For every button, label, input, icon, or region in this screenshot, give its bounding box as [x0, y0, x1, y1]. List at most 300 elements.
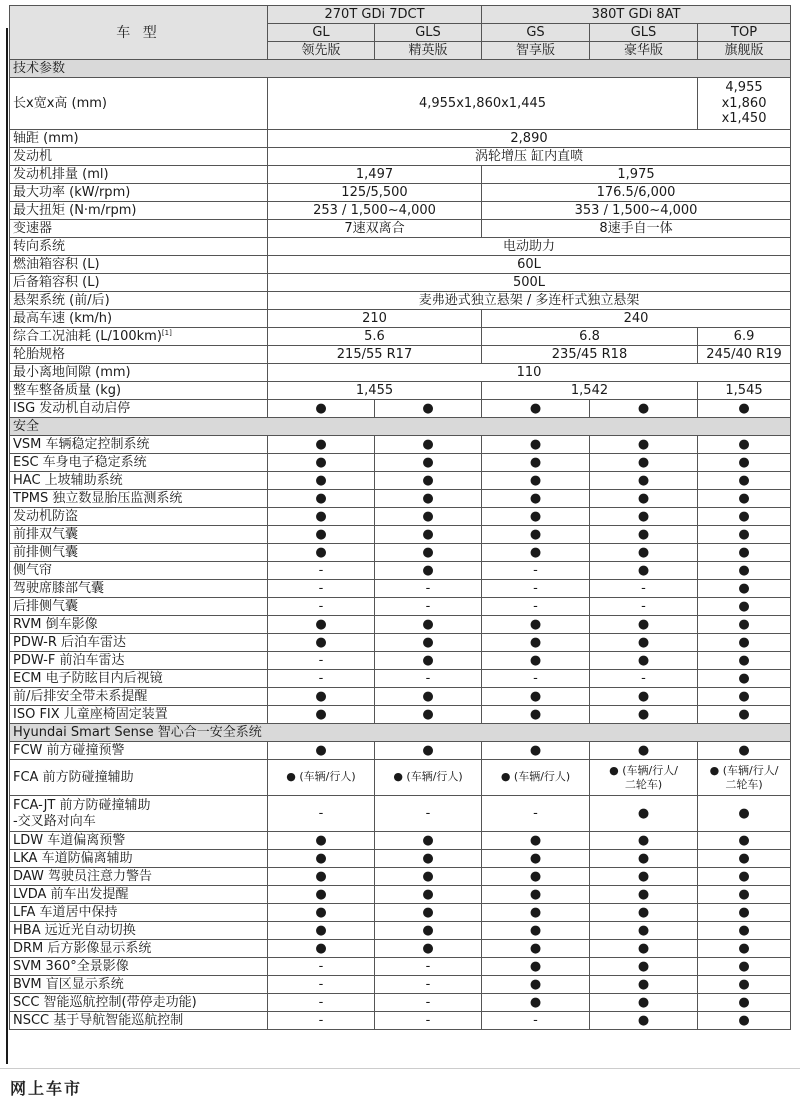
row-label: LKA 车道防偏离辅助: [13, 851, 133, 866]
row-label: 轴距 (mm): [13, 131, 79, 146]
spec-value-cell: ● (车辆/行人): [375, 760, 482, 796]
section-header-row: [10, 60, 791, 78]
feature-standard-dot: ●: [590, 652, 698, 670]
row-label-cell: [10, 508, 268, 526]
row-label: 发动机: [13, 149, 53, 164]
feature-standard-dot: ●: [590, 850, 698, 868]
row-label: SVM 360°全景影像: [13, 959, 129, 974]
spec-value-cell: 253 / 1,500~4,000: [268, 202, 482, 220]
feature-standard-dot: ●: [482, 832, 590, 850]
spec-value-cell: 60L: [268, 256, 791, 274]
engine-header-270t: 270T GDi 7DCT: [268, 6, 482, 24]
feature-standard-dot: ●: [482, 706, 590, 724]
feature-standard-dot: ●: [698, 580, 791, 598]
feature-standard-dot: ●: [590, 508, 698, 526]
grade-code-cell: TOP: [698, 24, 791, 42]
grade-name-cell: 领先版: [268, 42, 375, 60]
feature-absent-dash: -: [268, 796, 375, 832]
row-label: LVDA 前车出发提醒: [13, 887, 129, 902]
row-label: 综合工况油耗 (L/100km): [13, 329, 162, 344]
section-title: 技术参数: [10, 60, 791, 78]
feature-standard-dot: ●: [698, 670, 791, 688]
feature-absent-dash: -: [268, 598, 375, 616]
spec-row: [10, 256, 791, 274]
spec-row: [10, 904, 791, 922]
feature-standard-dot: ●: [590, 544, 698, 562]
feature-standard-dot: ●: [375, 940, 482, 958]
spec-row: [10, 310, 791, 328]
feature-standard-dot: ●: [268, 490, 375, 508]
feature-standard-dot: ●: [698, 1012, 791, 1030]
row-label-cell: [10, 364, 268, 382]
feature-standard-dot: ●: [698, 940, 791, 958]
feature-absent-dash: -: [482, 580, 590, 598]
feature-standard-dot: ●: [698, 688, 791, 706]
feature-standard-dot: ●: [698, 976, 791, 994]
spec-value-cell: 1,455: [268, 382, 482, 400]
feature-standard-dot: ●: [482, 508, 590, 526]
section-title: 安全: [10, 418, 791, 436]
row-label: 最高车速 (km/h): [13, 311, 113, 326]
feature-standard-dot: ●: [590, 994, 698, 1012]
spec-table: [9, 5, 791, 1030]
row-label-cell: [10, 238, 268, 256]
feature-absent-dash: -: [375, 580, 482, 598]
feature-standard-dot: ●: [698, 598, 791, 616]
row-label-cell: [10, 346, 268, 364]
feature-standard-dot: ●: [698, 868, 791, 886]
row-label-cell: [10, 1012, 268, 1030]
grade-code-cell: GS: [482, 24, 590, 42]
row-label: DAW 驾驶员注意力警告: [13, 869, 152, 884]
row-label: 最大扭矩 (N·m/rpm): [13, 203, 137, 218]
spec-row: [10, 526, 791, 544]
feature-standard-dot: ●: [698, 832, 791, 850]
left-border-line: [6, 28, 8, 1064]
spec-row: [10, 706, 791, 724]
row-label-cell: [10, 256, 268, 274]
row-label-cell: [10, 292, 268, 310]
feature-standard-dot: ●: [698, 904, 791, 922]
spec-row: [10, 274, 791, 292]
feature-absent-dash: -: [375, 598, 482, 616]
feature-standard-dot: ●: [375, 652, 482, 670]
grade-code-cell: GL: [268, 24, 375, 42]
spec-row: [10, 346, 791, 364]
feature-standard-dot: ●: [482, 868, 590, 886]
row-label-cell: [10, 166, 268, 184]
feature-standard-dot: ●: [375, 850, 482, 868]
feature-standard-dot: ●: [698, 850, 791, 868]
feature-standard-dot: ●: [375, 454, 482, 472]
spec-value-cell: 4,955x1,860x1,445: [268, 78, 698, 130]
row-label-cell: [10, 886, 268, 904]
row-label: SCC 智能巡航控制(带停走功能): [13, 995, 197, 1010]
spec-value-cell: 6.9: [698, 328, 791, 346]
row-label-cell: [10, 400, 268, 418]
feature-standard-dot: ●: [482, 454, 590, 472]
feature-standard-dot: ●: [268, 742, 375, 760]
feature-standard-dot: ●: [698, 526, 791, 544]
feature-standard-dot: ●: [482, 688, 590, 706]
row-label: HBA 远近光自动切换: [13, 923, 136, 938]
spec-row: [10, 202, 791, 220]
row-label: 驾驶席膝部气囊: [13, 581, 105, 596]
row-label-cell: [10, 976, 268, 994]
feature-standard-dot: ●: [482, 994, 590, 1012]
spec-value-cell: ● (车辆/行人/ 二轮车): [698, 760, 791, 796]
feature-absent-dash: -: [268, 1012, 375, 1030]
row-label-cell: [10, 490, 268, 508]
feature-standard-dot: ●: [590, 976, 698, 994]
feature-standard-dot: ●: [482, 400, 590, 418]
spec-row: [10, 688, 791, 706]
feature-standard-dot: ●: [482, 958, 590, 976]
feature-standard-dot: ●: [590, 400, 698, 418]
spec-row: [10, 148, 791, 166]
feature-standard-dot: ●: [590, 940, 698, 958]
row-label-cell: [10, 742, 268, 760]
spec-value-cell: ● (车辆/行人): [482, 760, 590, 796]
feature-absent-dash: -: [268, 958, 375, 976]
feature-standard-dot: ●: [268, 832, 375, 850]
row-label-cell: [10, 688, 268, 706]
feature-standard-dot: ●: [375, 688, 482, 706]
spec-value-cell: 125/5,500: [268, 184, 482, 202]
row-label: 前/后排安全带未系提醒: [13, 689, 148, 704]
feature-standard-dot: ●: [590, 958, 698, 976]
feature-standard-dot: ●: [375, 922, 482, 940]
row-label-cell: [10, 562, 268, 580]
feature-standard-dot: ●: [375, 832, 482, 850]
feature-standard-dot: ●: [590, 616, 698, 634]
spec-row: [10, 634, 791, 652]
row-label: 悬架系统 (前/后): [13, 293, 110, 308]
feature-standard-dot: ●: [375, 868, 482, 886]
engine-header-380t: 380T GDi 8AT: [482, 6, 791, 24]
feature-standard-dot: ●: [482, 904, 590, 922]
spec-row: [10, 130, 791, 148]
feature-standard-dot: ●: [590, 868, 698, 886]
row-label-cell: [10, 148, 268, 166]
feature-standard-dot: ●: [375, 886, 482, 904]
row-label-cell: [10, 436, 268, 454]
spec-value-cell: 1,542: [482, 382, 698, 400]
feature-standard-dot: ●: [375, 706, 482, 724]
feature-absent-dash: -: [268, 562, 375, 580]
header-row-engines: [10, 6, 791, 24]
spec-row: [10, 670, 791, 688]
row-label: ECM 电子防眩目内后视镜: [13, 671, 163, 686]
feature-standard-dot: ●: [375, 400, 482, 418]
spec-value-cell: 210: [268, 310, 482, 328]
feature-standard-dot: ●: [698, 508, 791, 526]
feature-absent-dash: -: [268, 994, 375, 1012]
feature-standard-dot: ●: [698, 562, 791, 580]
feature-standard-dot: ●: [590, 436, 698, 454]
section-header-row: [10, 724, 791, 742]
row-label: ESC 车身电子稳定系统: [13, 455, 147, 470]
row-label-cell: [10, 544, 268, 562]
section-title: Hyundai Smart Sense 智心合一安全系统: [10, 724, 791, 742]
row-label-cell: [10, 274, 268, 292]
row-label: 发动机排量 (ml): [13, 167, 109, 182]
row-label: LFA 车道居中保持: [13, 905, 118, 920]
feature-standard-dot: ●: [268, 688, 375, 706]
spec-value-cell: 353 / 1,500~4,000: [482, 202, 791, 220]
feature-standard-dot: ●: [268, 472, 375, 490]
feature-standard-dot: ●: [698, 796, 791, 832]
row-label: 后备箱容积 (L): [13, 275, 100, 290]
feature-standard-dot: ●: [268, 544, 375, 562]
feature-standard-dot: ●: [268, 706, 375, 724]
feature-standard-dot: ●: [482, 652, 590, 670]
spec-row: [10, 78, 791, 130]
feature-standard-dot: ●: [268, 904, 375, 922]
spec-row: [10, 166, 791, 184]
feature-absent-dash: -: [375, 976, 482, 994]
spec-value-cell: 245/40 R19: [698, 346, 791, 364]
grade-name-cell: 精英版: [375, 42, 482, 60]
feature-standard-dot: ●: [268, 940, 375, 958]
feature-standard-dot: ●: [482, 544, 590, 562]
feature-standard-dot: ●: [482, 634, 590, 652]
feature-standard-dot: ●: [590, 490, 698, 508]
feature-standard-dot: ●: [482, 616, 590, 634]
feature-standard-dot: ●: [268, 616, 375, 634]
feature-standard-dot: ●: [698, 922, 791, 940]
spec-value-cell: 1,497: [268, 166, 482, 184]
feature-standard-dot: ●: [268, 508, 375, 526]
row-label: HAC 上坡辅助系统: [13, 473, 123, 488]
spec-value-cell: 涡轮增压 缸内直喷: [268, 148, 791, 166]
row-label-cell: [10, 652, 268, 670]
spec-value-cell: 4,955 x1,860 x1,450: [698, 78, 791, 130]
spec-row: [10, 958, 791, 976]
row-label: PDW-F 前泊车雷达: [13, 653, 125, 668]
feature-absent-dash: -: [375, 796, 482, 832]
row-label: 整车整备质量 (kg): [13, 383, 122, 398]
row-label: FCA-JT 前方防碰撞辅助 -交叉路对向车: [13, 797, 151, 829]
feature-standard-dot: ●: [590, 904, 698, 922]
spec-value-cell: 6.8: [482, 328, 698, 346]
spec-table-body: [10, 6, 791, 1030]
feature-standard-dot: ●: [375, 616, 482, 634]
row-label-cell: [10, 130, 268, 148]
spec-value-cell: 235/45 R18: [482, 346, 698, 364]
row-label: LDW 车道偏离预警: [13, 833, 126, 848]
feature-standard-dot: ●: [698, 454, 791, 472]
feature-standard-dot: ●: [590, 832, 698, 850]
row-label: 前排双气囊: [13, 527, 79, 542]
feature-standard-dot: ●: [482, 490, 590, 508]
feature-standard-dot: ●: [698, 472, 791, 490]
spec-row: [10, 994, 791, 1012]
row-label-cell: [10, 706, 268, 724]
row-label: PDW-R 后泊车雷达: [13, 635, 127, 650]
spec-row: [10, 598, 791, 616]
row-label: 后排侧气囊: [13, 599, 79, 614]
row-label: FCW 前方碰撞预警: [13, 743, 125, 758]
feature-standard-dot: ●: [590, 1012, 698, 1030]
grade-code-cell: GLS: [590, 24, 698, 42]
row-label-cell: [10, 598, 268, 616]
spec-value-cell: 176.5/6,000: [482, 184, 791, 202]
row-label: 前排侧气囊: [13, 545, 79, 560]
row-label-cell: [10, 310, 268, 328]
row-label: RVM 倒车影像: [13, 617, 98, 632]
footnote-marker: [1]: [161, 329, 172, 337]
feature-standard-dot: ●: [482, 472, 590, 490]
row-label: FCA 前方防碰撞辅助: [13, 770, 134, 785]
row-label: BVM 盲区显示系统: [13, 977, 124, 992]
spec-row: [10, 616, 791, 634]
feature-standard-dot: ●: [482, 436, 590, 454]
row-label-cell: [10, 472, 268, 490]
row-label-cell: [10, 922, 268, 940]
grade-code-cell: GLS: [375, 24, 482, 42]
row-label: NSCC 基于导航智能巡航控制: [13, 1013, 184, 1028]
feature-absent-dash: -: [375, 1012, 482, 1030]
spec-value-cell: 1,545: [698, 382, 791, 400]
feature-standard-dot: ●: [268, 922, 375, 940]
feature-standard-dot: ●: [698, 544, 791, 562]
row-label-cell: [10, 328, 268, 346]
section-header-row: [10, 418, 791, 436]
feature-standard-dot: ●: [698, 958, 791, 976]
feature-absent-dash: -: [268, 652, 375, 670]
row-label: 变速器: [13, 221, 53, 236]
row-label-cell: [10, 760, 268, 796]
feature-standard-dot: ●: [482, 526, 590, 544]
row-label-cell: [10, 454, 268, 472]
feature-standard-dot: ●: [482, 742, 590, 760]
feature-standard-dot: ●: [698, 742, 791, 760]
spec-row: [10, 292, 791, 310]
spec-row: [10, 508, 791, 526]
spec-row: [10, 490, 791, 508]
feature-standard-dot: ●: [482, 850, 590, 868]
feature-standard-dot: ●: [698, 436, 791, 454]
spec-value-cell: 110: [268, 364, 791, 382]
feature-standard-dot: ●: [375, 472, 482, 490]
spec-row: [10, 454, 791, 472]
spec-value-cell: ● (车辆/行人): [268, 760, 375, 796]
row-label-cell: [10, 904, 268, 922]
feature-absent-dash: -: [268, 670, 375, 688]
spec-value-cell: 7速双离合: [268, 220, 482, 238]
feature-standard-dot: ●: [375, 742, 482, 760]
feature-standard-dot: ●: [698, 886, 791, 904]
row-label: TPMS 独立数显胎压监测系统: [13, 491, 183, 506]
feature-standard-dot: ●: [698, 616, 791, 634]
grade-name-cell: 豪华版: [590, 42, 698, 60]
feature-absent-dash: -: [375, 670, 482, 688]
spec-row: [10, 220, 791, 238]
feature-standard-dot: ●: [698, 706, 791, 724]
spec-row: [10, 652, 791, 670]
feature-absent-dash: -: [375, 958, 482, 976]
feature-standard-dot: ●: [375, 544, 482, 562]
feature-standard-dot: ●: [590, 454, 698, 472]
spec-value-cell: 215/55 R17: [268, 346, 482, 364]
spec-row: [10, 472, 791, 490]
row-label-cell: [10, 958, 268, 976]
feature-standard-dot: ●: [482, 976, 590, 994]
row-label-cell: [10, 796, 268, 832]
feature-standard-dot: ●: [482, 922, 590, 940]
row-label: ISO FIX 儿童座椅固定装置: [13, 707, 168, 722]
feature-standard-dot: ●: [590, 796, 698, 832]
feature-absent-dash: -: [482, 562, 590, 580]
feature-absent-dash: -: [482, 670, 590, 688]
row-label: 侧气帘: [13, 563, 53, 578]
feature-standard-dot: ●: [698, 994, 791, 1012]
row-label: ISG 发动机自动启停: [13, 401, 131, 416]
row-label-cell: [10, 580, 268, 598]
feature-standard-dot: ●: [482, 886, 590, 904]
spec-value-cell: ● (车辆/行人/ 二轮车): [590, 760, 698, 796]
row-label: 燃油箱容积 (L): [13, 257, 100, 272]
feature-standard-dot: ●: [375, 508, 482, 526]
feature-standard-dot: ●: [375, 904, 482, 922]
feature-standard-dot: ●: [268, 526, 375, 544]
feature-standard-dot: ●: [590, 562, 698, 580]
row-label-cell: [10, 868, 268, 886]
grade-name-cell: 智享版: [482, 42, 590, 60]
feature-absent-dash: -: [375, 994, 482, 1012]
row-label-cell: [10, 382, 268, 400]
feature-standard-dot: ●: [590, 634, 698, 652]
spec-row: [10, 940, 791, 958]
spec-row: [10, 760, 791, 796]
feature-absent-dash: -: [482, 796, 590, 832]
row-label: VSM 车辆稳定控制系统: [13, 437, 150, 452]
row-label: 长x宽x高 (mm): [13, 96, 107, 111]
spec-row: [10, 868, 791, 886]
feature-absent-dash: -: [482, 598, 590, 616]
spec-row: [10, 922, 791, 940]
spec-value-cell: 500L: [268, 274, 791, 292]
spec-row: [10, 742, 791, 760]
spec-row: [10, 1012, 791, 1030]
feature-absent-dash: -: [590, 670, 698, 688]
feature-standard-dot: ●: [268, 886, 375, 904]
feature-standard-dot: ●: [375, 526, 482, 544]
footer-watermark: 网上车市: [10, 1079, 83, 1098]
feature-standard-dot: ●: [590, 472, 698, 490]
model-header-cell: 车 型: [10, 6, 268, 60]
spec-row: [10, 382, 791, 400]
row-label-cell: [10, 78, 268, 130]
spec-value-cell: 8速手自一体: [482, 220, 791, 238]
spec-row: [10, 562, 791, 580]
feature-standard-dot: ●: [375, 634, 482, 652]
feature-standard-dot: ●: [268, 868, 375, 886]
feature-standard-dot: ●: [698, 490, 791, 508]
top-strip: [0, 0, 790, 3]
spec-row: [10, 886, 791, 904]
spec-row: [10, 796, 791, 832]
row-label-cell: [10, 994, 268, 1012]
footer-divider: [0, 1068, 800, 1069]
spec-value-cell: 2,890: [268, 130, 791, 148]
spec-row: [10, 436, 791, 454]
feature-standard-dot: ●: [375, 436, 482, 454]
row-label: DRM 后方影像显示系统: [13, 941, 152, 956]
feature-standard-dot: ●: [590, 922, 698, 940]
row-label: 最大功率 (kW/rpm): [13, 185, 131, 200]
